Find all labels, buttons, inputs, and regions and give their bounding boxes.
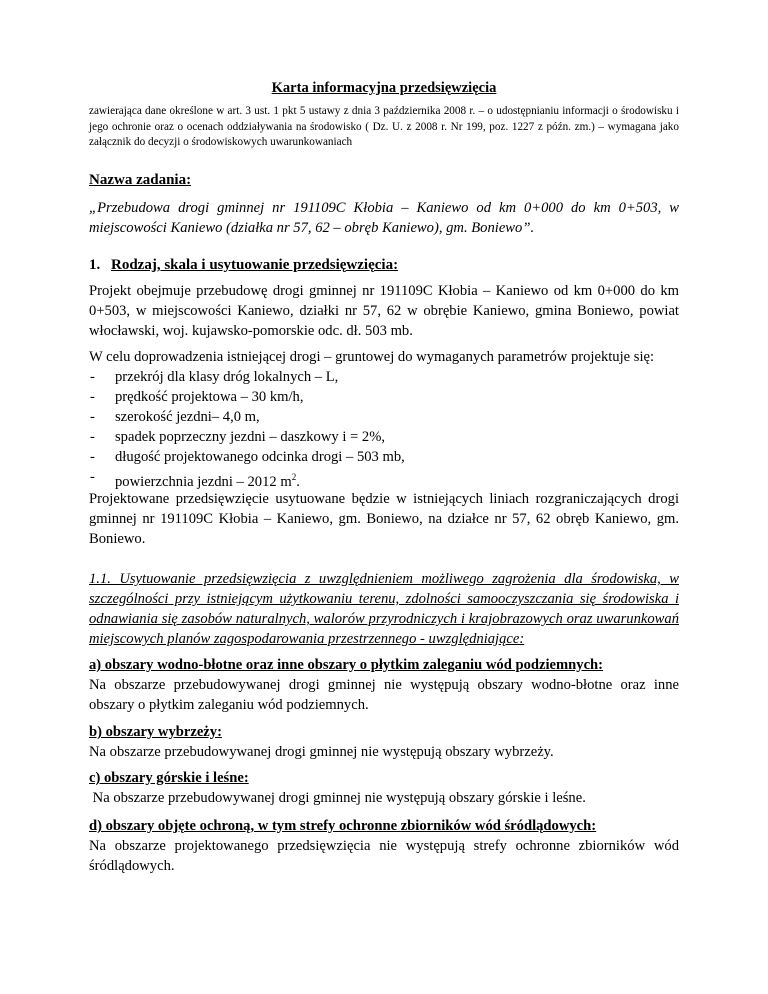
list-item: - długość projektowanego odcinka drogi – 503 mb, [89, 447, 679, 467]
item-b [89, 722, 679, 762]
item-c-text: Na obszarze przebudowywanej drogi gminnej nie występują obszary górskie i leśne. [89, 790, 586, 806]
document-title: Karta informacyjna przedsięwzięcia [271, 80, 497, 96]
item-b-heading: b) obszary wybrzeży: [89, 724, 222, 740]
item-a-heading: a) obszary wodno-błotne oraz inne obszary o płytkim zaleganiu wód podziemnych: [89, 657, 604, 673]
document-subtitle: zawierająca dane określone w art. 3 ust. 1 pkt 5 ustawy z dnia 3 października 2008 r. – o udostępnianiu informacji o środowisku i jego ochronie oraz o ocenach oddziaływania na środowisko ( Dz. U. z 2008 r. Nr 199, poz. 1227 z późn. zm.) – wymagana jako załącznik do decyzji o środowiskowych uwarunkowaniach [89, 105, 679, 148]
subsection-1-1-heading: 1.1. Usytuowanie przedsięwzięcia z uwzględnieniem możliwego zagrożenia dla środowiska, w szczególności przy istniejącym użytkowaniu terenu, zdolności samooczyszczania się środowiska i odnawiania się zasobów naturalnych, walorów przyrodniczych i krajobrazowych oraz uwarunkowań miejscowych planów zagospodarowania przestrzennego - uwzględniające: [89, 571, 679, 647]
parameters-list [89, 367, 679, 492]
section-1-para-2-intro: W celu doprowadzenia istniejącej drogi – gruntowej do wymaganych parametrów projektuje się: [89, 349, 655, 365]
item-a-text: Na obszarze przebudowywanej drogi gminnej nie występują obszary wodno-błotne oraz inne obszary o płytkim zaleganiu wód podziemnych. [89, 677, 679, 713]
item-d-heading: d) obszary objęte ochroną, w tym strefy ochronne zbiorników wód śródlądowych: [89, 818, 597, 834]
section-1-para-3: Projektowane przedsięwzięcie usytuowane będzie w istniejących liniach rozgraniczających drogi gminnej nr 191109C Kłobia – Kaniewo, gm. Boniewo, na działce nr 57, 62 obręb Kaniewo, gm. Boniewo. [89, 491, 679, 547]
item-d [89, 816, 679, 876]
list-item: - przekrój dla klasy dróg lokalnych – L, [89, 367, 679, 387]
task-name: „Przebudowa drogi gminnej nr 191109C Kłobia – Kaniewo od km 0+000 do km 0+503, w miejscowości Kaniewo (działka nr 57, 62 – obręb Kaniewo), gm. Boniewo”. [89, 200, 679, 236]
item-c-heading: c) obszary górskie i leśne: [89, 770, 249, 786]
parameters-block [89, 347, 679, 492]
task-heading: Nazwa zadania: [89, 172, 192, 188]
item-c [89, 768, 679, 808]
param-last-superscript: 2 [291, 472, 297, 482]
param-last-end: . [296, 473, 300, 490]
list-item: - spadek poprzeczny jezdni – daszkowy i = 2%, [89, 427, 679, 447]
section-1-heading [89, 257, 679, 274]
list-item: - prędkość projektowa – 30 km/h, [89, 387, 679, 407]
item-a [89, 655, 679, 715]
item-d-text: Na obszarze projektowanego przedsięwzięcia nie występują strefy ochronne zbiorników wód śródlądowych. [89, 838, 679, 874]
section-1-para-1: Projekt obejmuje przebudowę drogi gminnej nr 191109C Kłobia – Kaniewo od km 0+000 do km 0+503, w miejscowości Kaniewo, działki nr 57, 62 w obrębie Kaniewo, gmina Boniewo, powiat włocławski, woj. kujawsko-pomorskie odc. dł. 503 mb. [89, 283, 679, 339]
section-1-number: 1. [89, 257, 101, 273]
item-b-text: Na obszarze przebudowywanej drogi gminnej nie występują obszary wybrzeży. [89, 744, 554, 760]
list-item: - szerokość jezdni– 4,0 m, [89, 407, 679, 427]
section-1-title: Rodzaj, skala i usytuowanie przedsięwzięcia: [111, 257, 399, 273]
param-last-text: powierzchnia jezdni – 2012 m [115, 473, 292, 490]
